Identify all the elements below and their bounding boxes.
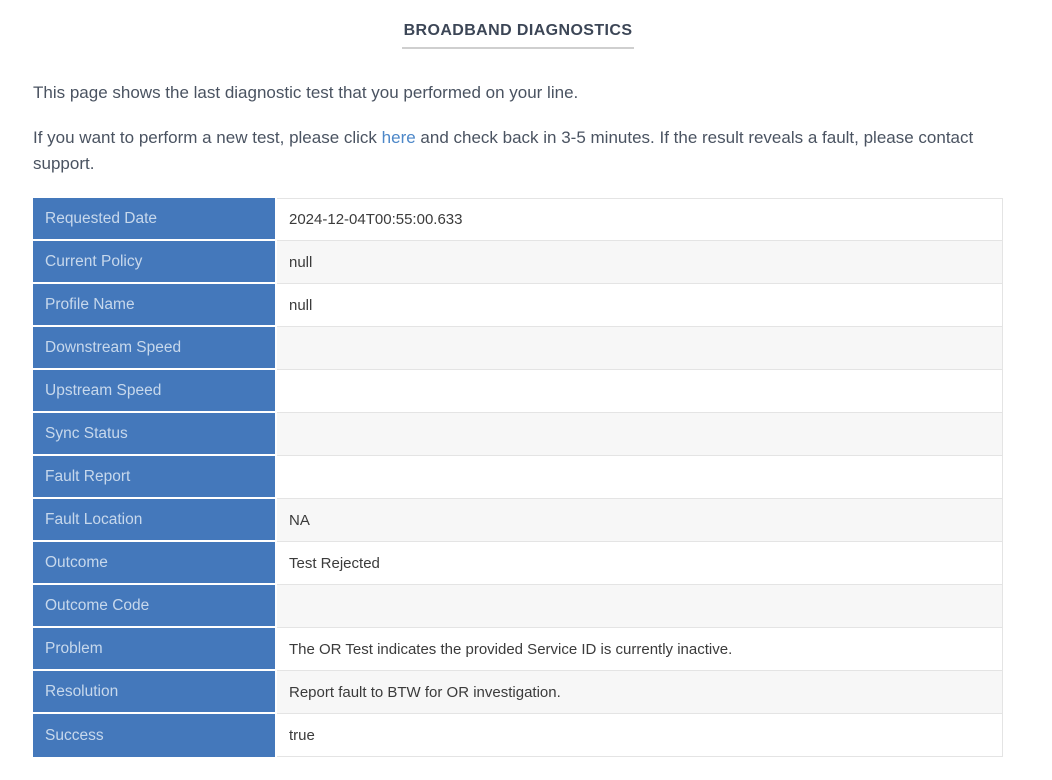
row-label: Outcome <box>33 542 277 585</box>
row-value: null <box>277 241 1003 284</box>
table-row <box>33 456 1003 499</box>
row-label: Profile Name <box>33 284 277 327</box>
table-row <box>33 671 1003 714</box>
row-value: true <box>277 714 1003 757</box>
row-label: Success <box>33 714 277 757</box>
table-row <box>33 284 1003 327</box>
table-row <box>33 714 1003 757</box>
row-value: The OR Test indicates the provided Service ID is currently inactive. <box>277 628 1003 671</box>
row-label: Requested Date <box>33 198 277 241</box>
row-label: Upstream Speed <box>33 370 277 413</box>
instructions-text <box>33 125 1003 177</box>
table-row <box>33 542 1003 585</box>
row-value <box>277 585 1003 628</box>
diagnostics-table <box>33 198 1003 757</box>
table-row <box>33 198 1003 241</box>
row-value <box>277 327 1003 370</box>
row-value: 2024-12-04T00:55:00.633 <box>277 198 1003 241</box>
row-label: Sync Status <box>33 413 277 456</box>
table-row <box>33 413 1003 456</box>
table-row <box>33 499 1003 542</box>
instructions-before-link: If you want to perform a new test, please click <box>33 128 382 147</box>
table-row <box>33 628 1003 671</box>
content-area <box>33 0 1003 757</box>
row-value: Report fault to BTW for OR investigation. <box>277 671 1003 714</box>
row-label: Fault Location <box>33 499 277 542</box>
row-value <box>277 370 1003 413</box>
table-row <box>33 585 1003 628</box>
table-row <box>33 327 1003 370</box>
row-value: null <box>277 284 1003 327</box>
table-row <box>33 241 1003 284</box>
row-label: Outcome Code <box>33 585 277 628</box>
row-value <box>277 456 1003 499</box>
row-value: NA <box>277 499 1003 542</box>
intro-text: This page shows the last diagnostic test that you performed on your line. <box>33 83 579 102</box>
run-new-test-link[interactable]: here <box>381 128 416 147</box>
page-title-text: BROADBAND DIAGNOSTICS <box>402 22 635 49</box>
table-row <box>33 370 1003 413</box>
row-value: Test Rejected <box>277 542 1003 585</box>
page-title <box>33 22 1003 49</box>
instructions-after-link: and check back in 3-5 minutes. If the result reveals a fault, please contact support. <box>33 128 974 173</box>
row-label: Current Policy <box>33 241 277 284</box>
row-label: Fault Report <box>33 456 277 499</box>
row-label: Resolution <box>33 671 277 714</box>
row-value <box>277 413 1003 456</box>
row-label: Problem <box>33 628 277 671</box>
row-label: Downstream Speed <box>33 327 277 370</box>
